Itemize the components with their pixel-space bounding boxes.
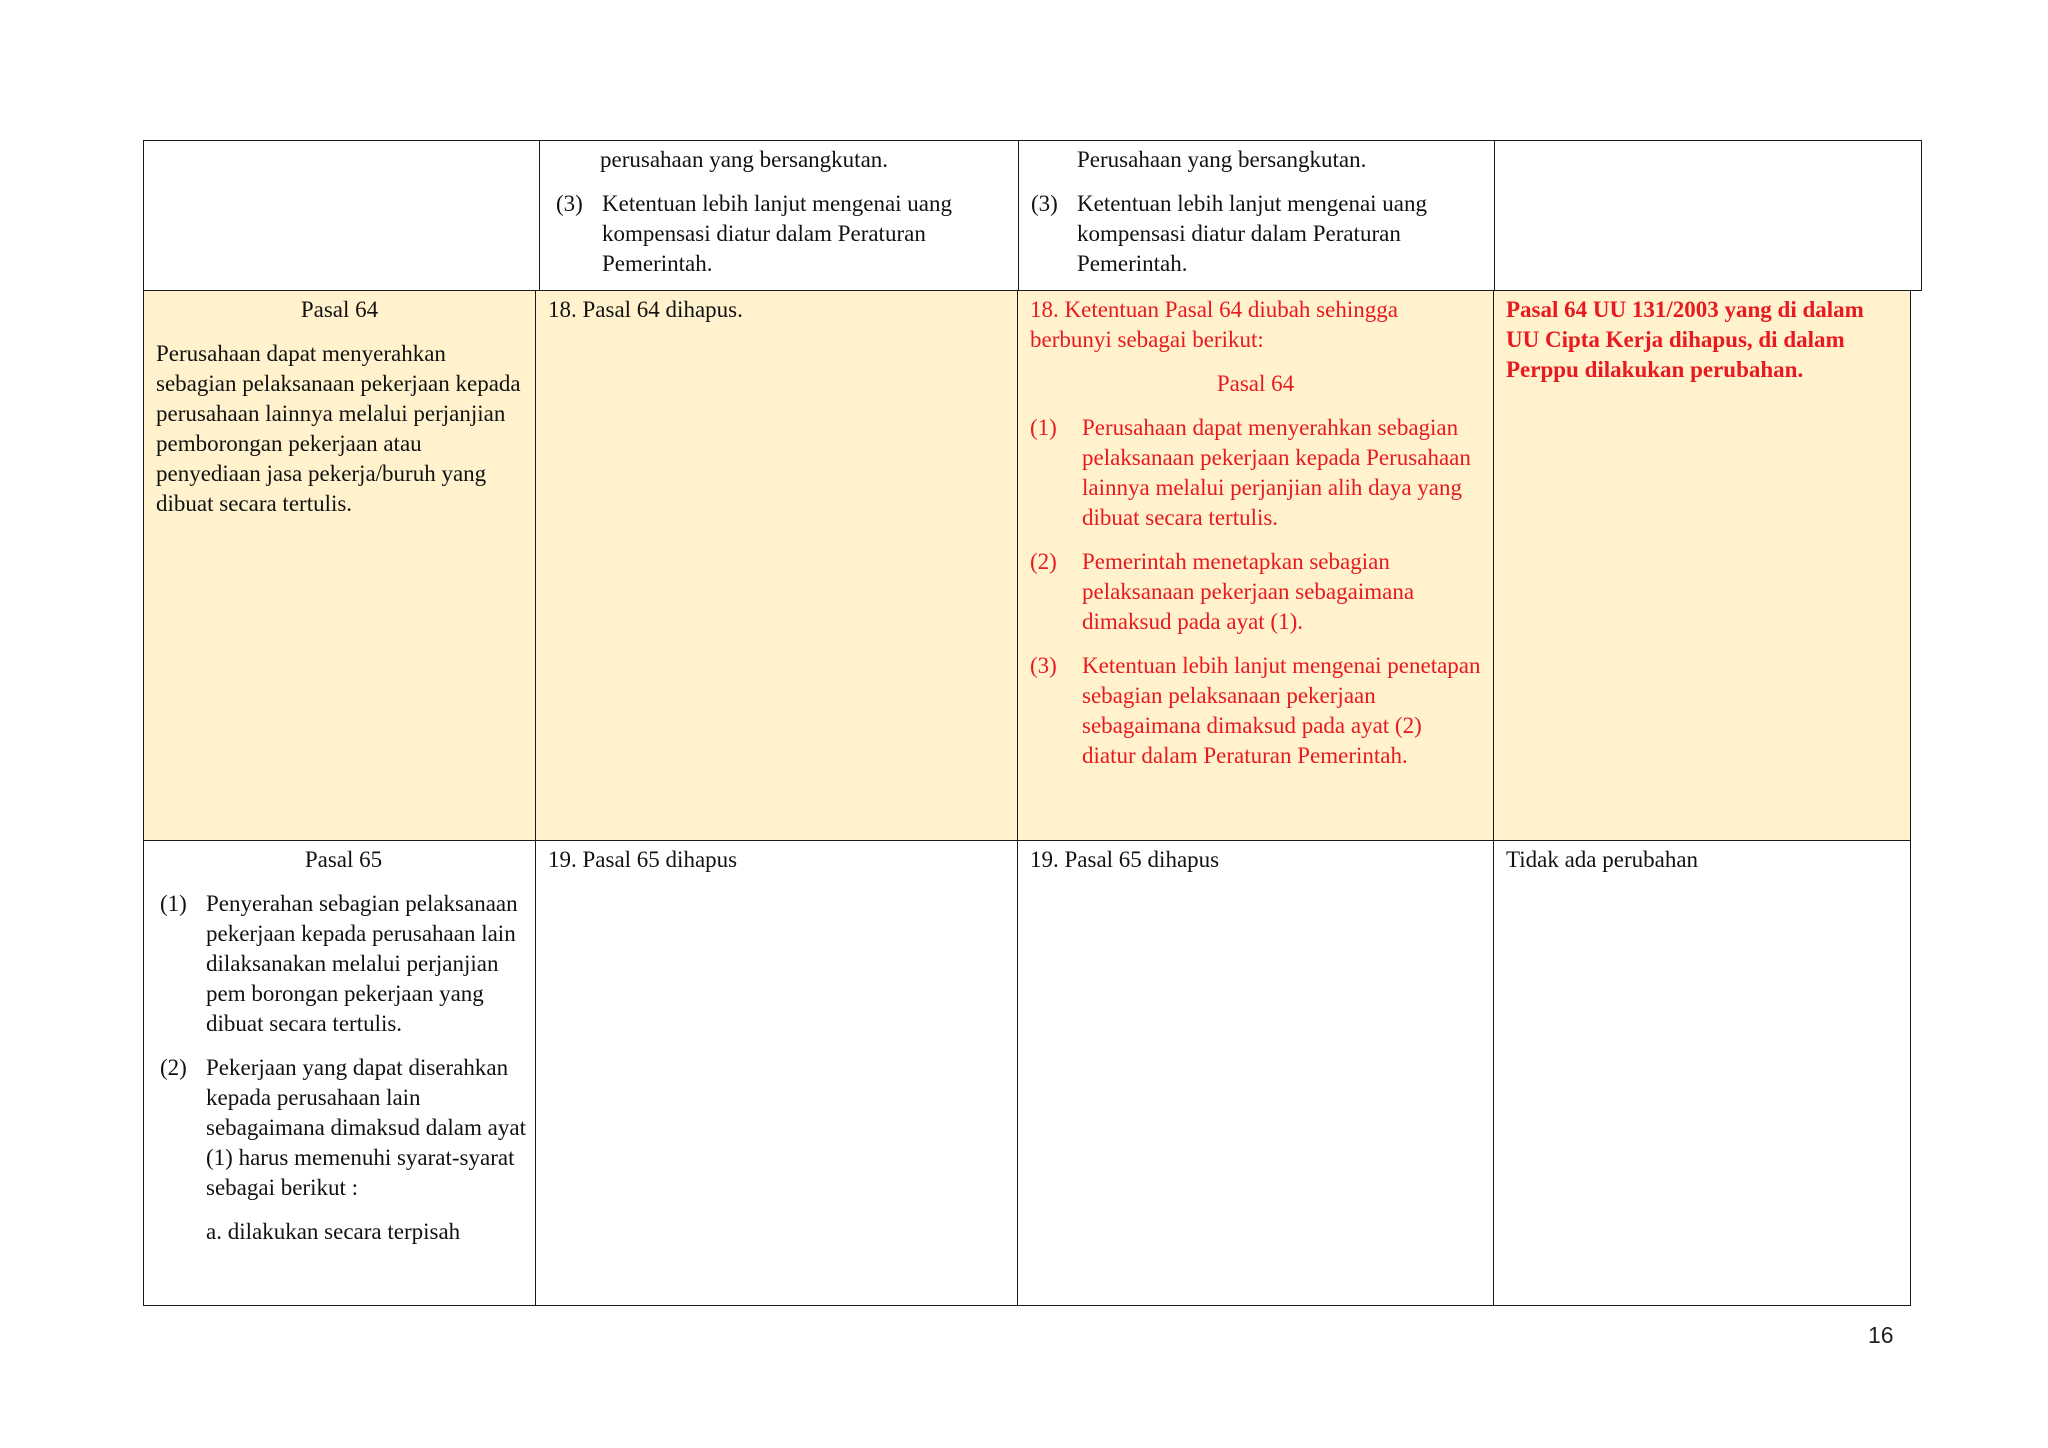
row1-col3-line: Perusahaan yang bersangkutan. — [1077, 147, 1367, 172]
row3-col1-title: Pasal 65 — [304, 847, 383, 872]
row1-col1-cell — [143, 140, 540, 291]
list-item — [1030, 547, 1481, 637]
list-item-num: (3) — [1030, 653, 1057, 678]
list-item — [160, 1053, 527, 1203]
row2-col4-cell — [1493, 290, 1911, 841]
row3-col2-cell — [535, 840, 1018, 1306]
row2-col4-text: Pasal 64 UU 131/2003 yang di dalam UU Cipta Kerja dihapus, di dalam Perppu dilakukan perubahan. — [1506, 297, 1864, 382]
row1-col3-cell — [1018, 140, 1495, 291]
row1-col2-line: perusahaan yang bersangkutan. — [600, 147, 889, 172]
row2-col3-title: Pasal 64 — [1216, 371, 1295, 396]
row3-col1-sub-item: a. dilakukan secara terpisah — [206, 1219, 461, 1244]
row2-col1-cell — [143, 290, 536, 841]
row3-col1-list — [160, 889, 527, 1203]
row1-col3-item-num: (3) — [1031, 191, 1058, 216]
list-item — [1030, 413, 1481, 533]
list-item — [1030, 651, 1481, 771]
row3-col2-text: 19. Pasal 65 dihapus — [548, 847, 738, 872]
list-item-text: Pemerintah menetapkan sebagian pelaksanaan pekerjaan sebagaimana dimaksud pada ayat (1). — [1082, 549, 1415, 634]
list-item-text: Perusahaan dapat menyerahkan sebagian pelaksanaan pekerjaan kepada Perusahaan lainnya melalui perjanjian alih daya yang dibuat secara tertulis. — [1082, 415, 1471, 530]
page-number: 16 — [1868, 1322, 1894, 1348]
list-item-text: Penyerahan sebagian pelaksanaan pekerjaan kepada perusahaan lain dilaksanakan melalui perjanjian pem borongan pekerjaan yang dibuat secara tertulis. — [206, 891, 518, 1036]
row1-col3-item-text: Ketentuan lebih lanjut mengenai uang kompensasi diatur dalam Peraturan Pemerintah. — [1077, 191, 1427, 276]
row2-col1-text: Perusahaan dapat menyerahkan sebagian pelaksanaan pekerjaan kepada perusahaan lainnya melalui perjanjian pemborongan pekerjaan atau penyediaan jasa pekerja/buruh yang dibuat secara tertulis. — [156, 341, 521, 516]
list-item-num: (1) — [1030, 415, 1057, 440]
row2-col3-list — [1030, 413, 1481, 771]
row2-col3-intro: 18. Ketentuan Pasal 64 diubah sehingga berbunyi sebagai berikut: — [1030, 297, 1398, 352]
row1-col2-item-num: (3) — [556, 191, 583, 216]
list-item-text: Ketentuan lebih lanjut mengenai penetapan sebagian pelaksanaan pekerjaan sebagaimana dimaksud pada ayat (2) diatur dalam Peraturan Pemerintah. — [1082, 653, 1481, 768]
row3-col3-text: 19. Pasal 65 dihapus — [1030, 847, 1220, 872]
row3-col4-text: Tidak ada perubahan — [1506, 847, 1699, 872]
row2-col1-title: Pasal 64 — [300, 297, 379, 322]
list-item — [160, 889, 527, 1039]
list-item-num: (1) — [160, 891, 187, 916]
list-item-text: Pekerjaan yang dapat diserahkan kepada perusahaan lain sebagaimana dimaksud dalam ayat (1) harus memenuhi syarat-syarat sebagai berikut : — [206, 1055, 526, 1200]
row3-col4-cell — [1493, 840, 1911, 1306]
list-item-num: (2) — [1030, 549, 1057, 574]
row2-col2-cell — [535, 290, 1018, 841]
row2-col2-text: 18. Pasal 64 dihapus. — [548, 297, 743, 322]
row1-col2-cell — [539, 140, 1019, 291]
list-item-num: (2) — [160, 1055, 187, 1080]
row1-col2-item-text: Ketentuan lebih lanjut mengenai uang kompensasi diatur dalam Peraturan Pemerintah. — [602, 191, 952, 276]
row1-col4-cell — [1494, 140, 1922, 291]
row3-col3-cell — [1017, 840, 1494, 1306]
row2-col3-cell — [1017, 290, 1494, 841]
row3-col1-cell — [143, 840, 536, 1306]
